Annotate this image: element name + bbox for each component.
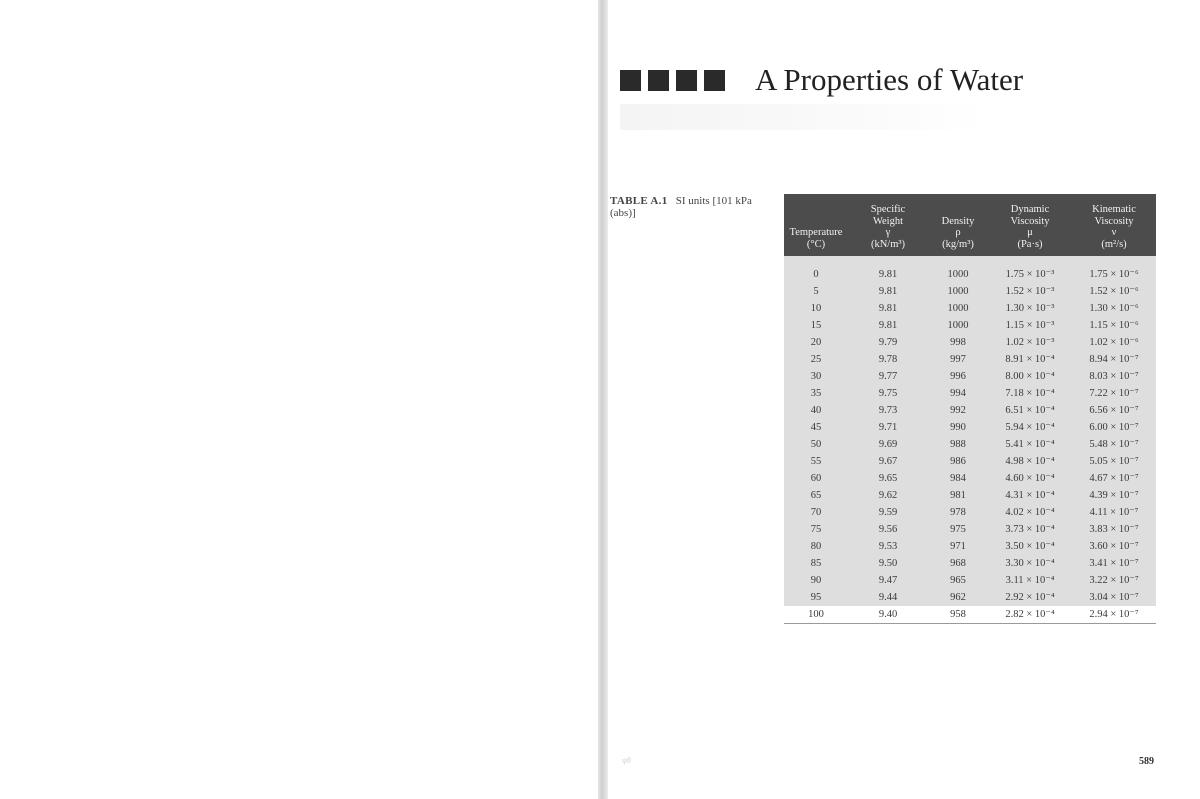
table-cell: 3.41 × 10⁻⁷	[1089, 558, 1139, 569]
column-header-line: γ	[885, 227, 891, 238]
spacer-cell	[988, 256, 1072, 266]
right-page	[608, 0, 1200, 799]
table-cell: 6.00 × 10⁻⁷	[1089, 422, 1139, 433]
table-cell: 9.81	[878, 303, 898, 314]
table-cell: 9.44	[878, 592, 898, 603]
column-header-line: (kg/m³)	[942, 238, 974, 250]
column-header	[784, 194, 848, 256]
table-row	[784, 487, 1156, 504]
table-cell: 9.78	[878, 354, 898, 365]
table-cell: 5.48 × 10⁻⁷	[1089, 439, 1139, 450]
table-cell: 9.81	[878, 269, 898, 280]
column-header-line: Density	[941, 215, 975, 227]
column-header	[1072, 194, 1156, 256]
table-cell: 25	[810, 354, 822, 365]
table-cell: 8.94 × 10⁻⁷	[1089, 354, 1139, 365]
column-header-line: (kN/m³)	[870, 238, 906, 250]
table-cell: 971	[950, 541, 966, 552]
table-cell: 4.31 × 10⁻⁴	[1005, 490, 1055, 501]
chapter-marker-squares	[620, 70, 725, 91]
table-row	[784, 606, 1156, 624]
table-cell: 3.60 × 10⁻⁷	[1089, 541, 1139, 552]
table-cell: 986	[950, 456, 966, 467]
square-marker-icon	[648, 70, 669, 91]
table-cell: 2.94 × 10⁻⁷	[1072, 606, 1156, 624]
table-cell: 6.56 × 10⁻⁷	[1089, 405, 1139, 416]
table-header-row	[784, 194, 1156, 256]
table-spacer-row	[784, 256, 1156, 266]
page-number: 589	[1139, 756, 1154, 767]
table-cell: 3.30 × 10⁻⁴	[1005, 558, 1055, 569]
table-cell: 20	[810, 337, 822, 348]
table-cell: 9.79	[878, 337, 898, 348]
table-cell: 9.81	[878, 286, 898, 297]
table-cell: 994	[950, 388, 966, 399]
table-cell: 90	[810, 575, 822, 586]
table-cell: 55	[810, 456, 822, 467]
column-header-line: Dynamic	[1010, 204, 1050, 215]
table-cell: 2.92 × 10⁻⁴	[1005, 592, 1055, 603]
column-header	[928, 194, 988, 256]
table-cell: 80	[810, 541, 822, 552]
table-cell: 4.98 × 10⁻⁴	[1005, 456, 1055, 467]
table-cell: 3.83 × 10⁻⁷	[1089, 524, 1139, 535]
table-cell: 1.15 × 10⁻⁶	[1089, 320, 1139, 331]
table-cell: 1.75 × 10⁻⁶	[1089, 269, 1139, 280]
table-row	[784, 300, 1156, 317]
table-cell: 9.65	[878, 473, 898, 484]
title-underlay	[620, 104, 990, 130]
table-row	[784, 402, 1156, 419]
table-row	[784, 351, 1156, 368]
table-cell: 984	[950, 473, 966, 484]
table-caption-text: SI units [101 kPa (abs)]	[610, 195, 752, 219]
table-header	[784, 194, 1156, 256]
column-header-line: (Pa·s)	[1017, 238, 1043, 250]
column-header-line: Viscosity	[1094, 215, 1134, 227]
table-cell: 968	[950, 558, 966, 569]
table-cell: 3.11 × 10⁻⁴	[1005, 575, 1055, 586]
table-cell: 5.94 × 10⁻⁴	[1005, 422, 1055, 433]
table-cell: 8.00 × 10⁻⁴	[1005, 371, 1055, 382]
table-cell: 7.18 × 10⁻⁴	[1005, 388, 1055, 399]
table-cell: 4.39 × 10⁻⁷	[1089, 490, 1139, 501]
table-cell: 4.67 × 10⁻⁷	[1089, 473, 1139, 484]
table-cell: 1.30 × 10⁻³	[1005, 303, 1055, 314]
table-cell: 3.73 × 10⁻⁴	[1005, 524, 1055, 535]
table-cell: 1.75 × 10⁻³	[1005, 269, 1055, 280]
table-row	[784, 572, 1156, 589]
table-cell: 9.75	[878, 388, 898, 399]
table-cell: 9.56	[878, 524, 898, 535]
left-page-blank	[0, 0, 598, 799]
table-cell: 1.52 × 10⁻³	[1005, 286, 1055, 297]
table-cell: 9.69	[878, 439, 898, 450]
table-cell: 1000	[947, 269, 969, 280]
table-row	[784, 368, 1156, 385]
table-row	[784, 317, 1156, 334]
table-cell: 1.02 × 10⁻³	[1005, 337, 1055, 348]
table-cell: 9.81	[878, 320, 898, 331]
table-cell: 958	[928, 606, 988, 624]
table-body	[784, 256, 1156, 624]
table-cell: 8.03 × 10⁻⁷	[1089, 371, 1139, 382]
table-cell: 50	[810, 439, 822, 450]
table-cell: 1000	[947, 320, 969, 331]
table-cell: 35	[810, 388, 822, 399]
corner-mark: ψθ	[622, 756, 631, 765]
table-cell: 4.02 × 10⁻⁴	[1005, 507, 1055, 518]
table-cell: 9.73	[878, 405, 898, 416]
column-header	[988, 194, 1072, 256]
table-cell: 3.04 × 10⁻⁷	[1089, 592, 1139, 603]
table-cell: 9.67	[878, 456, 898, 467]
table-cell: 975	[950, 524, 966, 535]
table-cell: 992	[950, 405, 966, 416]
table-cell: 0	[813, 269, 819, 280]
square-marker-icon	[620, 70, 641, 91]
table-cell: 4.11 × 10⁻⁷	[1089, 507, 1139, 518]
table-cell: 998	[950, 337, 966, 348]
table-cell: 5.41 × 10⁻⁴	[1005, 439, 1055, 450]
table-cell: 9.50	[878, 558, 898, 569]
square-marker-icon	[676, 70, 697, 91]
table-cell: 9.71	[878, 422, 898, 433]
table-cell: 1.30 × 10⁻⁶	[1089, 303, 1139, 314]
table-row	[784, 470, 1156, 487]
book-gutter	[598, 0, 608, 799]
table-caption	[610, 195, 758, 219]
column-header-line: Viscosity	[1010, 215, 1050, 227]
table-cell: 10	[810, 303, 822, 314]
chapter-header	[620, 62, 1023, 98]
table-cell: 8.91 × 10⁻⁴	[1005, 354, 1055, 365]
column-header-line: Temperature	[789, 227, 843, 238]
table-cell: 990	[950, 422, 966, 433]
table-cell: 40	[810, 405, 822, 416]
table-cell: 988	[950, 439, 966, 450]
spacer-cell	[848, 256, 928, 266]
table-row	[784, 266, 1156, 283]
water-properties-table-container	[784, 194, 1156, 620]
table-row	[784, 453, 1156, 470]
table-cell: 1000	[947, 303, 969, 314]
table-row	[784, 589, 1156, 606]
table-cell: 5.05 × 10⁻⁷	[1089, 456, 1139, 467]
table-cell: 15	[810, 320, 822, 331]
table-cell: 981	[950, 490, 966, 501]
column-header-line: Kinematic	[1092, 204, 1136, 215]
column-header-line: (°C)	[806, 238, 826, 250]
table-cell: 2.82 × 10⁻⁴	[988, 606, 1072, 624]
table-row	[784, 334, 1156, 351]
table-row	[784, 283, 1156, 300]
table-cell: 4.60 × 10⁻⁴	[1005, 473, 1055, 484]
chapter-title: A Properties of Water	[755, 62, 1024, 97]
table-cell: 30	[810, 371, 822, 382]
table-row	[784, 555, 1156, 572]
table-row	[784, 419, 1156, 436]
table-cell: 85	[810, 558, 822, 569]
table-cell: 45	[810, 422, 822, 433]
table-row	[784, 436, 1156, 453]
table-cell: 100	[784, 606, 848, 624]
table-cell: 962	[950, 592, 966, 603]
table-row	[784, 504, 1156, 521]
table-cell: 1.15 × 10⁻³	[1005, 320, 1055, 331]
table-cell: 9.59	[878, 507, 898, 518]
table-cell: 3.50 × 10⁻⁴	[1005, 541, 1055, 552]
table-cell: 60	[810, 473, 822, 484]
spacer-cell	[928, 256, 988, 266]
column-header-line: Weight	[872, 215, 904, 227]
table-row	[784, 538, 1156, 555]
column-header-line: Specific	[870, 204, 906, 215]
table-row	[784, 385, 1156, 402]
table-cell: 75	[810, 524, 822, 535]
column-header	[848, 194, 928, 256]
table-row	[784, 521, 1156, 538]
table-cell: 9.40	[848, 606, 928, 624]
table-label: TABLE A.1	[610, 195, 668, 207]
table-cell: 978	[950, 507, 966, 518]
table-cell: 7.22 × 10⁻⁷	[1089, 388, 1139, 399]
column-header-line: μ	[1027, 227, 1033, 238]
table-cell: 1000	[947, 286, 969, 297]
spacer-cell	[1072, 256, 1156, 266]
column-header-line: ρ	[955, 227, 961, 238]
table-cell: 70	[810, 507, 822, 518]
water-properties-table	[784, 194, 1156, 624]
spacer-cell	[784, 256, 848, 266]
table-cell: 9.53	[878, 541, 898, 552]
table-cell: 6.51 × 10⁻⁴	[1005, 405, 1055, 416]
table-cell: 996	[950, 371, 966, 382]
table-cell: 1.02 × 10⁻⁶	[1089, 337, 1139, 348]
table-cell: 9.77	[878, 371, 898, 382]
column-header-line: (m²/s)	[1101, 238, 1127, 250]
table-cell: 997	[950, 354, 966, 365]
table-cell: 1.52 × 10⁻⁶	[1089, 286, 1139, 297]
table-cell: 65	[810, 490, 822, 501]
table-cell: 3.22 × 10⁻⁷	[1089, 575, 1139, 586]
table-cell: 9.62	[878, 490, 898, 501]
table-cell: 5	[813, 286, 819, 297]
column-header-line: ν	[1111, 227, 1117, 238]
table-cell: 965	[950, 575, 966, 586]
table-cell: 9.47	[878, 575, 898, 586]
table-cell: 95	[810, 592, 822, 603]
square-marker-icon	[704, 70, 725, 91]
